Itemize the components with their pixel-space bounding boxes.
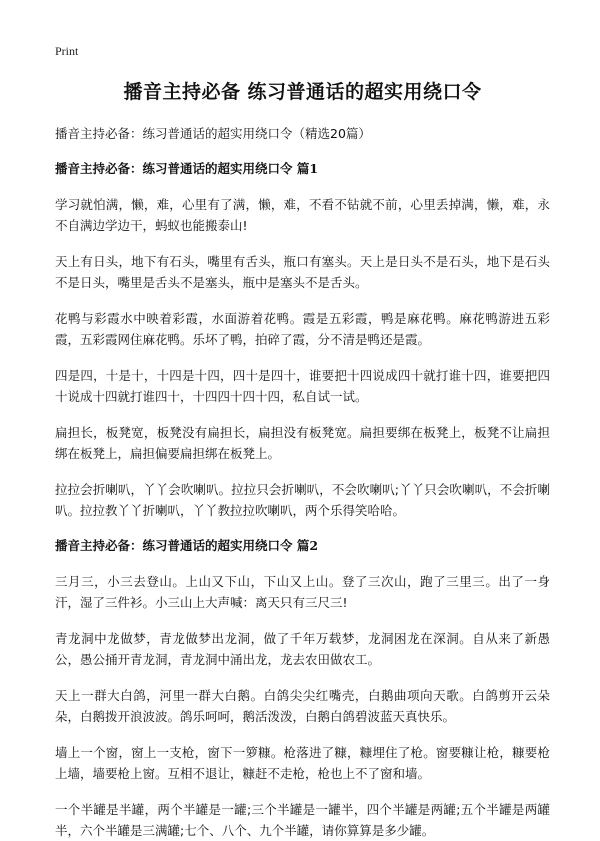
section-heading: 播音主持必备：练习普通话的超实用绕口令 篇2: [55, 538, 319, 553]
section-heading: 播音主持必备：练习普通话的超实用绕口令 篇1: [55, 161, 319, 176]
paragraph: 学习就怕满，懒，难，心里有了满，懒，难，不看不钻就不前，心里丢掉满，懒，难，永不自满边学边干，蚂蚁也能搬泰山!: [55, 197, 550, 233]
page-subtitle: 播音主持必备：练习普通话的超实用绕口令（精选20篇）: [55, 126, 371, 141]
page-title: 播音主持必备 练习普通话的超实用绕口令: [123, 81, 482, 103]
paragraph: 天上一群大白鸽，河里一群大白鹅。白鸽尖尖红嘴壳，白鹅曲项向天歌。白鸽剪开云朵朵，白鹅拨开浪波波。鸽乐呵呵，鹅活泼泼，白鹅白鸽碧波蓝天真快乐。: [55, 688, 550, 724]
paragraph: 拉拉会折喇叭，丫丫会吹喇叭。拉拉只会折喇叭，不会吹喇叭;丫丫只会吹喇叭，不会折喇叭。拉拉教丫丫折喇叭，丫丫教拉拉吹喇叭，两个乐得笑哈哈。: [55, 482, 550, 518]
section-2: [55, 536, 550, 841]
paragraph: 扁担长，板凳宽，板凳没有扁担长，扁担没有板凳宽。扁担要绑在板凳上，板凳不让扁担绑在板凳上，扁担偏要扁担绑在板凳上。: [55, 425, 550, 461]
paragraph: 青龙洞中龙做梦，青龙做梦出龙洞，做了千年万载梦，龙洞困龙在深洞。自从来了新愚公，愚公捅开青龙洞，青龙洞中涌出龙，龙去农田做农工。: [55, 631, 550, 667]
paragraph: 花鸭与彩霞水中映着彩霞，水面游着花鸭。霞是五彩霞，鸭是麻花鸭。麻花鸭游进五彩霞，五彩霞网住麻花鸭。乐坏了鸭，拍碎了霞，分不清是鸭还是霞。: [55, 311, 550, 347]
paragraph: 天上有日头，地下有石头，嘴里有舌头，瓶口有塞头。天上是日头不是石头，地下是石头不是日头，嘴里是舌头不是塞头，瓶中是塞头不是舌头。: [55, 254, 550, 290]
paragraph: 一个半罐是半罐，两个半罐是一罐;三个半罐是一罐半，四个半罐是两罐;五个半罐是两罐半，六个半罐是三满罐;七个、八个、九个半罐，请你算算是多少罐。: [55, 802, 550, 838]
paragraph: 墙上一个窗，窗上一支枪，窗下一箩糠。枪落进了糠，糠埋住了枪。窗要糠让枪，糠要枪上墙，墙要枪上窗。互相不退让，糠赶不走枪，枪也上不了窗和墙。: [55, 745, 550, 781]
section-1: [55, 159, 550, 521]
print-label: Print: [55, 44, 79, 58]
paragraph: 三月三，小三去登山。上山又下山，下山又上山。登了三次山，跑了三里三。出了一身汗，湿了三件衫。小三山上大声喊：离天只有三尺三!: [55, 574, 550, 610]
paragraph: 四是四，十是十，十四是十四，四十是四十，谁要把十四说成四十就打谁十四，谁要把四十说成十四就打谁四十，十四四十四十四，私自试一试。: [55, 368, 550, 404]
